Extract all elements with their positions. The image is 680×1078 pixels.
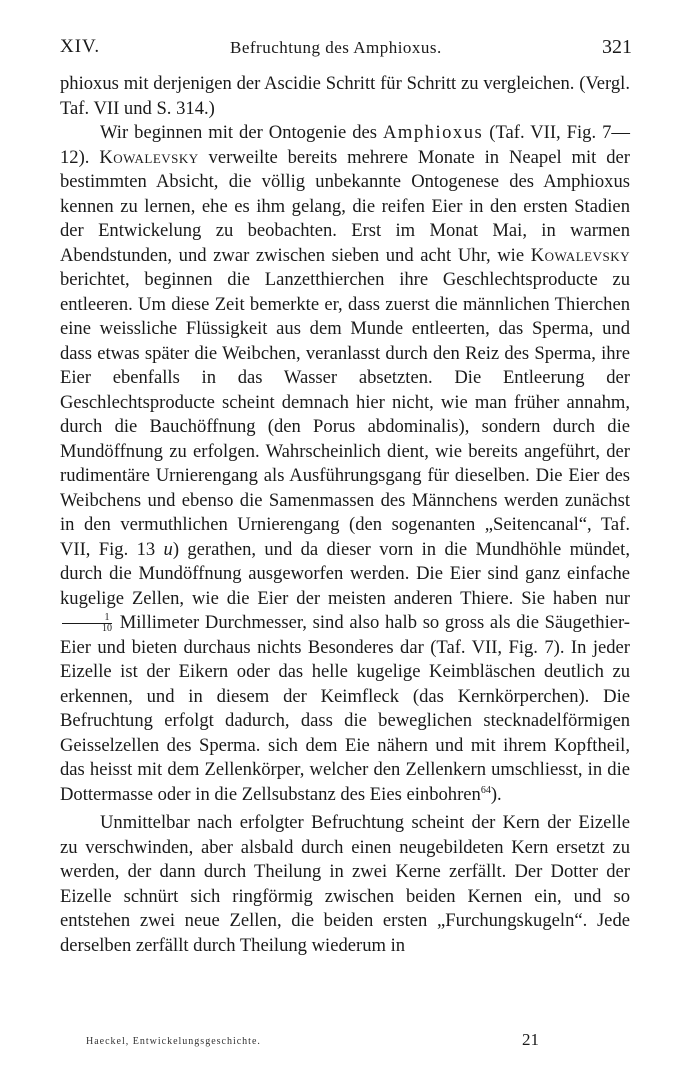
body-text — [60, 72, 630, 958]
paragraph-furchung — [60, 811, 630, 958]
text-run: Millimeter Durchmesser, sind also halb so gross als die Säugethier-Eier und bieten durchaus nichts Besonderes dar (Taf. VII, Fig. 7). In jeder Eizelle ist der Eikern oder das helle kugelige Keimbläschen deutlich zu erkennen, und in diesem der Keimfleck (das Kernkörperchen). Die Befruchtung erfolgt dadurch, dass die beweglichen stecknadelförmigen Geisselzellen des Sperma. sich dem Eie nähern und mit ihrem Kopftheil, das heisst mit dem Zellenkörper, welcher den Zellenkern umschliesst, in die Dottermasse oder in die Zellsubstanz des Eies einbohren — [60, 612, 630, 805]
paragraph-text: phioxus mit derjenigen der Ascidie Schritt für Schritt zu vergleichen. (Vergl. Taf. VII und S. 314.) — [60, 73, 630, 119]
text-run: (Taf. VII, Fig. 7—12). — [60, 122, 631, 168]
text-run: verweilte bereits mehrere Monate in Neapel mit der bestimmten Absicht, die völlig unbekannte Ontogenese des Amphioxus kennen zu lernen, ehe es ihm gelang, die reifen Eier in den ersten Stadien der Entwickelung zu beobachten. Erst im Monat Mai, in warmen Abendstunden, und zwar zwischen sieben und acht Uhr, wie — [60, 146, 630, 266]
footnote-marker: 64 — [480, 784, 491, 796]
publisher-credit: Haeckel, Entwickelungsgeschichte. — [86, 1036, 261, 1047]
signature-mark: 21 — [522, 1030, 539, 1049]
author-name: Kowalevsky — [99, 146, 199, 168]
fraction-numerator: 1 — [62, 613, 112, 624]
text-run: ). — [490, 783, 502, 805]
page-number: 321 — [602, 36, 632, 58]
paragraph-continuation — [60, 72, 630, 121]
running-title: Befruchtung des Amphioxus. — [230, 38, 442, 57]
chapter-number: XIV. — [60, 36, 101, 57]
author-name: Kowalevsky — [530, 244, 630, 266]
page-footer — [86, 1030, 546, 1052]
paragraph-text: Unmittelbar nach erfolgter Befruchtung scheint der Kern der Eizelle zu verschwinden, aber alsbald durch einen neugebildeten Kern ersetzt zu werden, der dann durch Theilung in zwei Kerne zerfällt. Der Dotter der Eizelle schnürt sich ringförmig zwischen beiden Kernen ein, und so entstehen zwei neue Zellen, die beiden ersten „Furchungskugeln“. Jede derselben zerfällt durch Theilung wiederum in — [60, 812, 630, 956]
fraction-denominator: 10 — [102, 623, 112, 635]
fraction — [62, 613, 112, 634]
paragraph-ontogenie — [60, 121, 630, 807]
page-header — [60, 36, 632, 64]
spaced-term: Amphioxus — [382, 122, 484, 143]
text-run: berichtet, beginnen die Lanzetthierchen ihre Geschlechtsproducte zu entleeren. Um diese Zeit bemerkte er, dass zuerst die männlichen Thierchen eine weissliche Flüssigkeit aus dem Munde entleerten, das Sperma, und dass etwas später die Weibchen, veranlasst durch den Reiz des Sperma, ihre Eier ebenfalls in das Wasser absetzten. Die Entleerung der Geschlechtsproducte scheint demnach hier nicht, wie man früher annahm, durch die Bauchöffnung (den Porus abdominalis), sondern durch die Mundöffnung zu erfolgen. Wahrscheinlich dient, wie bereits angeführt, der rudimentäre Urnierengang als Ausführungsgang für dieselben. Die Eier des Weibchens und ebenso die Samenmassen des Männchens werden zunächst in den vermuthlichen Urnierengang (den sogenanten „Seitencanal“, Taf. VII, Fig. 13 — [60, 269, 630, 560]
text-run: Wir beginnen mit der Ontogenie des — [100, 122, 383, 143]
text-run: ) gerathen, und da dieser vorn in die Mundhöhle mündet, durch die Mundöffnung ausgeworfen werden. Die Eier sind ganz einfache kugelige Zellen, wie die Eier der meisten anderen Thiere. Sie haben nur — [60, 538, 630, 609]
figure-letter: u — [163, 538, 173, 560]
